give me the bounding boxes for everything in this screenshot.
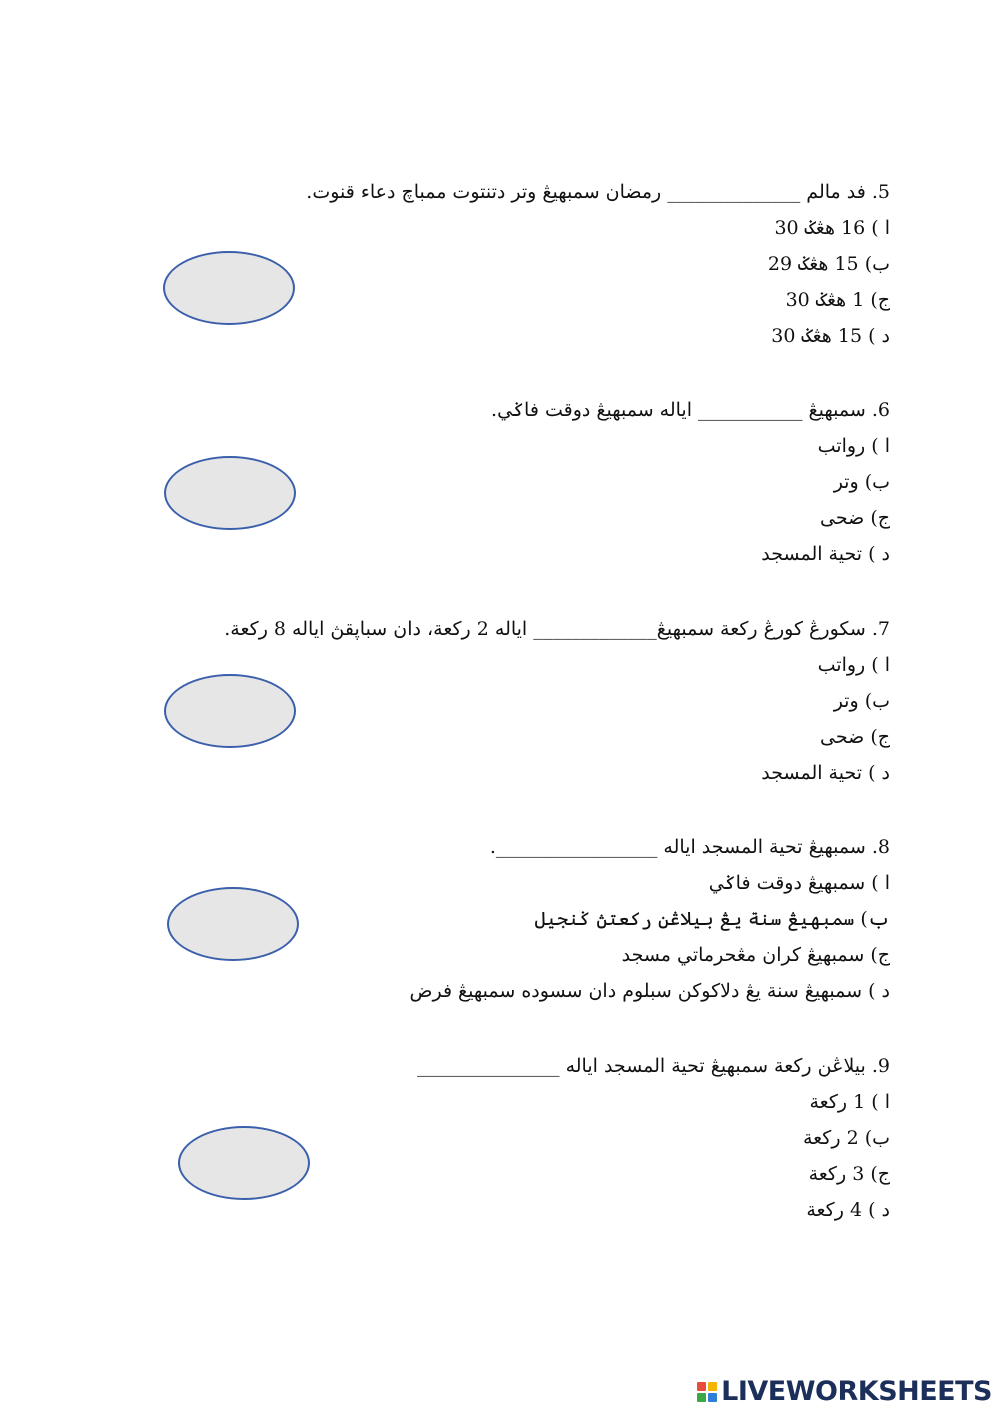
option-c: ج) ضحى [820, 507, 890, 529]
option-c: ج) 3 رکعة [808, 1163, 890, 1185]
answer-input-9[interactable] [178, 1126, 310, 1200]
answer-input-7[interactable] [164, 674, 296, 748]
logo-grid-icon [697, 1382, 717, 1402]
question-text: سمبهيڠ تحية المسجد اياله _________________. [489, 836, 866, 858]
option-c: ج) سمبهيڠ کران مڠحرماتي مسجد [621, 944, 890, 966]
logo-square [708, 1393, 717, 1402]
question-9-stem [170, 1048, 890, 1084]
option-d: د ) تحية المسجد [761, 762, 890, 784]
liveworksheets-logo [697, 1377, 992, 1407]
answer-input-6[interactable] [164, 456, 296, 530]
option-a: ا ) رواتب [817, 435, 890, 457]
option-d: د ) تحية المسجد [761, 543, 890, 565]
option-d: د ) سمبهيڠ سنة يڠ دلاکوکن سبلوم دان سسوده سمبهيڠ فرض [409, 980, 890, 1002]
option-c: ج) ضحى [820, 726, 890, 748]
brand-name: LIVEWORKSHEETS [721, 1376, 992, 1407]
question-number: 7. [871, 618, 890, 640]
question-7-stem [170, 611, 890, 647]
logo-square [697, 1382, 706, 1391]
option-c: ج) 1 هڠݢ 30 [785, 289, 890, 311]
answer-input-5[interactable] [163, 251, 295, 325]
question-number: 6. [871, 399, 890, 421]
question-text: سمبهيڠ ___________ اياله سمبهيڠ دوقت فاݢي. [491, 399, 866, 421]
option-b: ب) وتر [833, 690, 890, 712]
option-a: ا ) 1 رکعة [809, 1091, 890, 1113]
question-number: 9. [871, 1055, 890, 1077]
question-text: فد مالم ______________ رمضان سمبهيڠ وتر دتنتوت ممباچ دعاء قنوت. [306, 181, 866, 203]
option-b: ب) 2 رکعة [802, 1127, 890, 1149]
answer-input-8[interactable] [167, 887, 299, 961]
question-text: بيلاڠن رکعة سمبهيڠ تحية المسجد اياله _______________ [417, 1055, 866, 1077]
option-d: د ) 15 هڠݢ 30 [771, 325, 890, 347]
option-b: ب) وتر [833, 471, 890, 493]
logo-square [708, 1382, 717, 1391]
question-number: 8. [871, 836, 890, 858]
option-a: ا ) رواتب [817, 654, 890, 676]
option-b: ب) 15 هڠݢ 29 [767, 253, 890, 275]
option-b: ب) سمبهيڠ سنة يڠ بيلاڠن رکعتڽ ݢنجيل [534, 908, 890, 930]
option-d: د ) 4 رکعة [806, 1199, 890, 1221]
question-6-stem [170, 392, 890, 428]
question-text: سکورڠ کورڠ رکعة سمبهيڠ_____________ اياله 2 رکعة، دان سباڽقڽ اياله 8 رکعة. [224, 618, 866, 640]
option-a: ا ) سمبهيڠ دوقت فاݢي [708, 872, 890, 894]
logo-square [697, 1393, 706, 1402]
option-a: ا ) 16 هڠݢ 30 [774, 217, 890, 239]
question-8-stem [170, 829, 890, 865]
question-5-stem [170, 174, 890, 210]
question-number: 5. [871, 181, 890, 203]
